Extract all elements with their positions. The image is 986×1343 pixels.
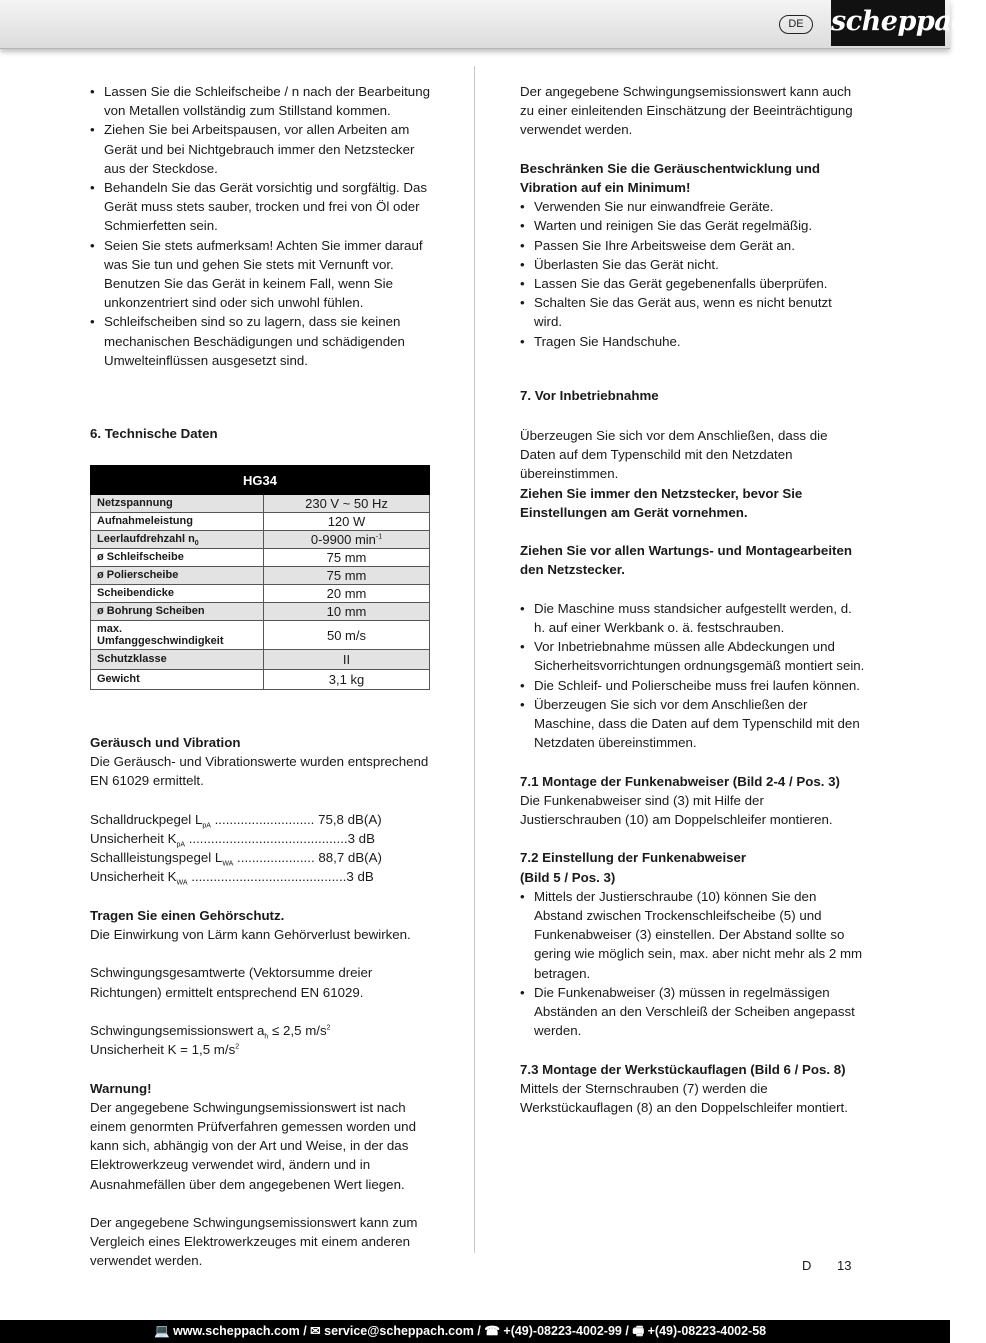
website-link[interactable]: www.scheppach.com <box>173 1324 300 1338</box>
noise-text: Die Geräusch- und Vibrationswerte wurden entsprechend EN 61029 ermittelt. <box>90 754 429 789</box>
language-badge: DE <box>779 15 813 34</box>
level-value: 3 dB <box>346 869 374 885</box>
list-item: • Schalten Sie das Gerät aus, wenn es nicht benutzt wird. <box>520 293 854 331</box>
header-bar <box>0 0 986 49</box>
vib-sup: 2 <box>235 1043 240 1051</box>
row-value: 20 mm <box>264 585 430 603</box>
level-dots: ..................... <box>233 850 319 866</box>
footer-bar <box>0 1320 950 1343</box>
section-7-bold-2: Ziehen Sie vor allen Wartungs- und Montagearbeiten den Netzstecker. <box>520 543 852 578</box>
vib-value: ≤ 2,5 m/s <box>268 1022 327 1038</box>
table-row <box>91 567 430 585</box>
row-value: 120 W <box>264 513 430 531</box>
fax-number: +(49)-08223-4002-58 <box>647 1324 767 1338</box>
level-value: 3 dB <box>347 831 375 846</box>
phone-number: +(49)-08223-4002-99 <box>503 1324 622 1338</box>
left-column-lower <box>90 733 435 1271</box>
vibration-total-text: Schwingungsgesamtwerte (Vektorsumme dreier Richtungen) ermittelt entsprechend EN 61029. <box>90 965 373 1000</box>
list-item: • Vor Inbetriebnahme müssen alle Abdeckungen und Sicherheitsvorrichtungen ordnungsgemäß montiert sein. <box>520 637 865 675</box>
list-item: • Tragen Sie Handschuhe. <box>520 332 865 351</box>
level-dots: .......................................... <box>187 869 347 885</box>
level-value: 75,8 dB(A) <box>318 811 382 827</box>
row-value: II <box>264 650 430 670</box>
section-7-bullet-list <box>520 599 865 753</box>
list-item: • Überzeugen Sie sich vor dem Anschließen der Maschine, dass die Daten auf dem Typenschild mit den Netzdaten übereinstimmen. <box>520 695 865 753</box>
row-value <box>264 531 430 549</box>
level-value: 88,7 dB(A) <box>318 850 382 866</box>
table-row <box>91 621 430 650</box>
list-item: • Passen Sie Ihre Arbeitsweise dem Gerät an. <box>520 236 865 255</box>
row-label: Aufnahmeleistung <box>91 513 264 531</box>
table-row <box>91 495 430 513</box>
level-row <box>90 810 405 829</box>
separator: / <box>477 1324 485 1338</box>
row-label: Netzspannung <box>91 495 264 513</box>
section-7-1-text: Die Funkenabweiser sind (3) mit Hilfe der Justierschrauben (10) am Doppelschleifer montieren. <box>520 792 833 828</box>
level-name: Schallleistungspegel L <box>90 850 223 866</box>
row-label: Scheibendicke <box>91 585 264 603</box>
row-label: ø Schleifscheibe <box>91 549 264 567</box>
footer-contact <box>154 1320 766 1343</box>
safety-bullet-list <box>90 82 435 370</box>
scheppach-logo: scheppach <box>831 0 945 46</box>
row-label: ø Bohrung Scheiben <box>91 603 264 621</box>
row-label-sub: 0 <box>194 540 199 548</box>
right-column-lower <box>520 426 865 1117</box>
noise-levels <box>90 810 405 887</box>
table-row <box>91 513 430 531</box>
fax-icon: 🖷 <box>632 1324 645 1338</box>
section-7-text: Überzeugen Sie sich vor dem Anschließen, dass die Daten auf dem Typenschild mit den Netzdaten übereinstimmen. <box>520 428 828 482</box>
level-sub: WA <box>222 860 234 868</box>
separator: / <box>303 1324 311 1338</box>
table-row <box>91 531 430 549</box>
right-column <box>520 82 865 351</box>
row-label: Schutzklasse <box>91 650 264 670</box>
list-item: • Überlasten Sie das Gerät nicht. <box>520 255 865 274</box>
row-value: 3,1 kg <box>264 670 430 690</box>
intro-text: Der angegebene Schwingungsemissionswert kann auch zu einer einleitenden Einschätzung der Beeinträchtigung verwendet werden. <box>520 84 853 138</box>
technical-data-table <box>90 465 430 690</box>
level-dots: ........................... <box>210 811 319 827</box>
vibration-emission-value <box>90 1021 435 1040</box>
column-divider <box>474 66 475 1253</box>
level-sub: pA <box>202 822 211 830</box>
vibration-uncertainty <box>90 1040 435 1059</box>
vib-uncertainty-text: Unsicherheit K = 1,5 m/s <box>90 1042 236 1058</box>
row-value: 50 m/s <box>264 621 430 650</box>
level-name: Unsicherheit K <box>90 831 177 846</box>
list-item: • Ziehen Sie bei Arbeitspausen, vor allen Arbeiten am Gerät und bei Nichtgebrauch immer den Netzstecker aus der Steckdose. <box>90 120 435 178</box>
list-item: • Lassen Sie die Schleifscheibe / n nach der Bearbeitung von Metallen vollständig zum Stillstand kommen. <box>90 82 435 120</box>
mail-icon: ✉ <box>310 1324 321 1338</box>
row-value: 75 mm <box>264 567 430 585</box>
section-7-2-heading: 7.2 Einstellung der Funkenabweiser <box>520 850 747 866</box>
limit-heading: Beschränken Sie die Geräuschentwicklung und Vibration auf ein Minimum! <box>520 160 821 195</box>
section-7-3-text: Mittels der Sternschrauben (7) werden die Werkstückauflagen (8) an den Doppelschleifer montiert. <box>520 1080 848 1116</box>
section-7-3-heading: 7.3 Montage der Werkstückauflagen (Bild 6 / Pos. 8) <box>520 1061 846 1077</box>
table-row <box>91 549 430 567</box>
row-label: Gewicht <box>91 670 264 690</box>
list-item: • Behandeln Sie das Gerät vorsichtig und sorgfältig. Das Gerät muss stets sauber, trocken und frei von Öl oder Schmierfetten sein. <box>90 178 435 236</box>
row-label-line1: max. <box>97 623 123 635</box>
computer-icon: 💻 <box>154 1324 170 1338</box>
section-7-bold-1: Ziehen Sie immer den Netzstecker, bevor Sie Einstellungen am Gerät vornehmen. <box>520 485 803 520</box>
row-label-text: Leerlaufdrehzahl n <box>97 533 195 545</box>
row-label <box>91 531 264 549</box>
list-item: • Lassen Sie das Gerät gegebenenfalls überprüfen. <box>520 274 865 293</box>
left-column <box>90 82 435 370</box>
row-value: 10 mm <box>264 603 430 621</box>
section-7-2-heading-line2: (Bild 5 / Pos. 3) <box>520 869 616 885</box>
hearing-text: Die Einwirkung von Lärm kann Gehörverlust bewirken. <box>90 927 411 942</box>
vib-sup: 2 <box>326 1024 331 1032</box>
table-row <box>91 585 430 603</box>
level-dots: ........................................... <box>185 831 348 846</box>
section-7-2-bullet-list <box>520 887 865 1041</box>
section-6-heading: 6. Technische Daten <box>90 426 218 441</box>
level-name: Schalldruckpegel L <box>90 811 203 827</box>
row-value: 230 V ~ 50 Hz <box>264 495 430 513</box>
row-value-sup: -1 <box>375 533 383 541</box>
table-row <box>91 670 430 690</box>
vib-sub: h <box>264 1033 269 1041</box>
compare-text: Der angegebene Schwingungsemissionswert kann zum Vergleich eines Elektrowerkzeuges mit einem anderen verwendet werden. <box>90 1214 418 1269</box>
page-number: 13 <box>837 1258 852 1273</box>
phone-icon: ☎ <box>484 1324 500 1338</box>
list-item: • Schleifscheiben sind so zu lagern, dass sie keinen mechanischen Beschädigungen und schädigenden Umwelteinflüssen ausgesetzt sind. <box>90 312 435 370</box>
list-item: • Die Maschine muss standsicher aufgestellt werden, d. h. auf einer Werkbank o. ä. festschrauben. <box>520 599 865 637</box>
row-label <box>91 621 264 650</box>
warning-text: Der angegebene Schwingungsemissionswert ist nach einem genormten Prüfverfahren gemessen worden und kann sich, abhängig von der Art und Weise, in der das Elektrowerkzeug verwendet wird, ändern und in Ausnahmefällen über dem angegebenen Wert liegen. <box>90 1099 416 1192</box>
table-header-model: HG34 <box>91 466 430 495</box>
table-row <box>91 603 430 621</box>
section-7-heading: 7. Vor Inbetriebnahme <box>520 388 659 403</box>
level-sub: WA <box>176 880 188 888</box>
list-item: • Seien Sie stets aufmerksam! Achten Sie immer darauf was Sie tun und gehen Sie stets mit Vernunft vor. Benutzen Sie das Gerät in keinem Fall, wenn Sie unkonzentriert sind oder sich unwohl fühlen. <box>90 236 435 313</box>
email-link[interactable]: service@scheppach.com <box>324 1324 474 1338</box>
table-row <box>91 650 430 670</box>
limit-bullet-list <box>520 197 865 351</box>
row-value: 75 mm <box>264 549 430 567</box>
level-sub: pA <box>176 841 186 849</box>
row-label-line2: Umfanggeschwindigkeit <box>97 635 224 647</box>
separator: / <box>625 1324 633 1338</box>
row-label: ø Polierscheibe <box>91 567 264 585</box>
list-item: • Verwenden Sie nur einwandfreie Geräte. <box>520 197 865 216</box>
list-item: • Warten und reinigen Sie das Gerät regelmäßig. <box>520 216 865 235</box>
level-row <box>90 829 405 848</box>
page-letter: D <box>802 1258 812 1273</box>
level-row <box>90 867 405 886</box>
warning-heading: Warnung! <box>90 1080 152 1096</box>
level-row <box>90 848 405 867</box>
vib-label: Schwingungsemissionswert a <box>90 1022 265 1038</box>
list-item: • Die Funkenabweiser (3) müssen in regelmässigen Abständen an den Verschleiß der Scheiben angepasst werden. <box>520 983 865 1041</box>
list-item: • Die Schleif- und Polierscheibe muss frei laufen können. <box>520 676 865 695</box>
section-7-1-heading: 7.1 Montage der Funkenabweiser (Bild 2-4 / Pos. 3) <box>520 773 840 789</box>
hearing-protection-heading: Tragen Sie einen Gehörschutz. <box>90 907 285 923</box>
row-value-text: 0-9900 min <box>310 532 376 547</box>
level-name: Unsicherheit K <box>90 869 177 885</box>
noise-heading: Geräusch und Vibration <box>90 735 241 750</box>
list-item: • Mittels der Justierschraube (10) können Sie den Abstand zwischen Trockenschleifscheibe (5) und Funkenabweiser (3) einstellen. Der Abstand sollte so gering wie möglich sein, max. aber nicht mehr als 2 mm betragen. <box>520 887 865 983</box>
